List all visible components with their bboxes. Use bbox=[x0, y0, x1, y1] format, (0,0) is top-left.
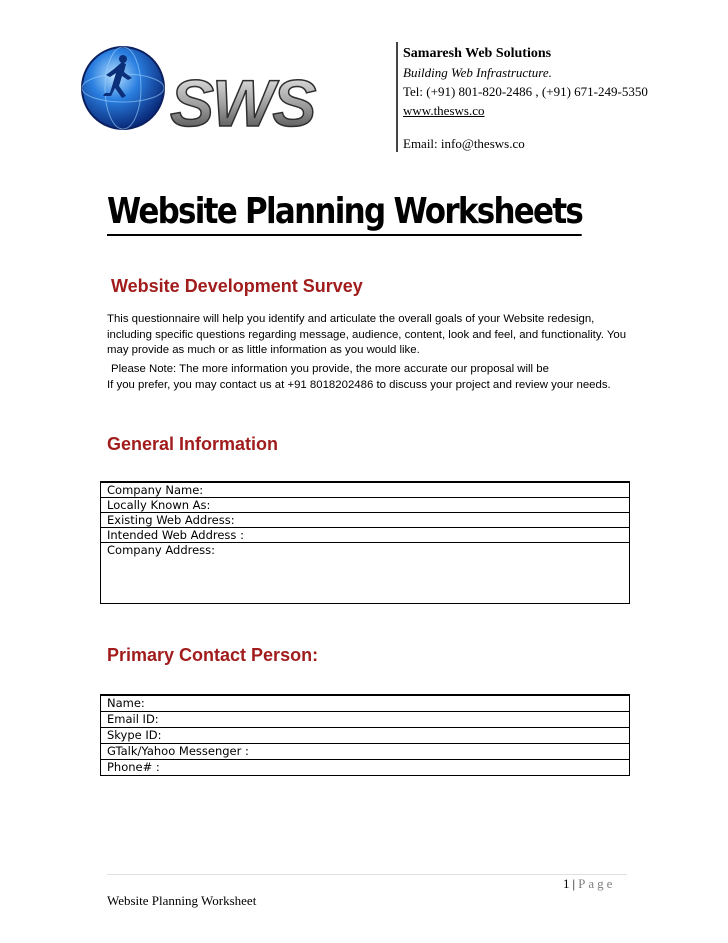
page-title: Website Planning Worksheets bbox=[107, 190, 582, 236]
header-divider bbox=[396, 42, 398, 152]
locally-known-as-field[interactable]: Locally Known As: bbox=[101, 498, 629, 513]
general-info-title: General Information bbox=[107, 434, 279, 454]
email-id-field[interactable]: Email ID: bbox=[101, 712, 629, 728]
company-info bbox=[403, 44, 648, 153]
footer-document-name: Website Planning Worksheet bbox=[107, 893, 257, 908]
page-number: 1 | Page bbox=[563, 876, 616, 891]
survey-note-line1: Please Note: The more information you provide, the more accurate our proposal will be bbox=[111, 363, 549, 375]
survey-intro-text: This questionnaire will help you identify and articulate the overall goals of your Website redesign, including specific questions regarding message, audience, content, look and feel, and functionality. You may provide as much or as little information as you would like. bbox=[107, 313, 627, 356]
survey-note bbox=[107, 362, 627, 393]
survey-note-line2: If you prefer, you may contact us at +91 8018202486 to discuss your project and review your needs. bbox=[107, 378, 611, 391]
company-name-field[interactable]: Company Name: bbox=[101, 483, 629, 498]
messenger-field[interactable]: GTalk/Yahoo Messenger : bbox=[101, 744, 629, 760]
company-name: Samaresh Web Solutions bbox=[403, 46, 552, 61]
company-website-link[interactable]: www.thesws.co bbox=[403, 103, 485, 118]
survey-intro bbox=[107, 312, 627, 359]
name-field[interactable]: Name: bbox=[101, 696, 629, 712]
company-tagline: Building Web Infrastructure. bbox=[403, 65, 552, 80]
company-email: Email: info@thesws.co bbox=[403, 136, 525, 151]
page-number-value: 1 bbox=[563, 876, 570, 891]
survey-title: Website Development Survey bbox=[111, 276, 363, 296]
sws-logo bbox=[78, 42, 338, 142]
primary-contact-title: Primary Contact Person: bbox=[107, 645, 319, 665]
logo-text: SWS bbox=[170, 66, 315, 140]
footer-divider bbox=[107, 874, 627, 875]
company-address-field[interactable]: Company Address: bbox=[107, 543, 216, 557]
general-info-form bbox=[100, 481, 630, 604]
intended-web-address-field[interactable]: Intended Web Address : bbox=[101, 528, 629, 543]
phone-field[interactable]: Phone# : bbox=[107, 760, 160, 774]
primary-contact-form bbox=[100, 694, 630, 776]
skype-id-field[interactable]: Skype ID: bbox=[101, 728, 629, 744]
company-phone: Tel: (+91) 801-820-2486 , (+91) 671-249-5350 bbox=[403, 84, 648, 99]
globe-runner-icon bbox=[82, 47, 164, 129]
existing-web-address-field[interactable]: Existing Web Address: bbox=[101, 513, 629, 528]
page-word: Page bbox=[578, 876, 616, 891]
